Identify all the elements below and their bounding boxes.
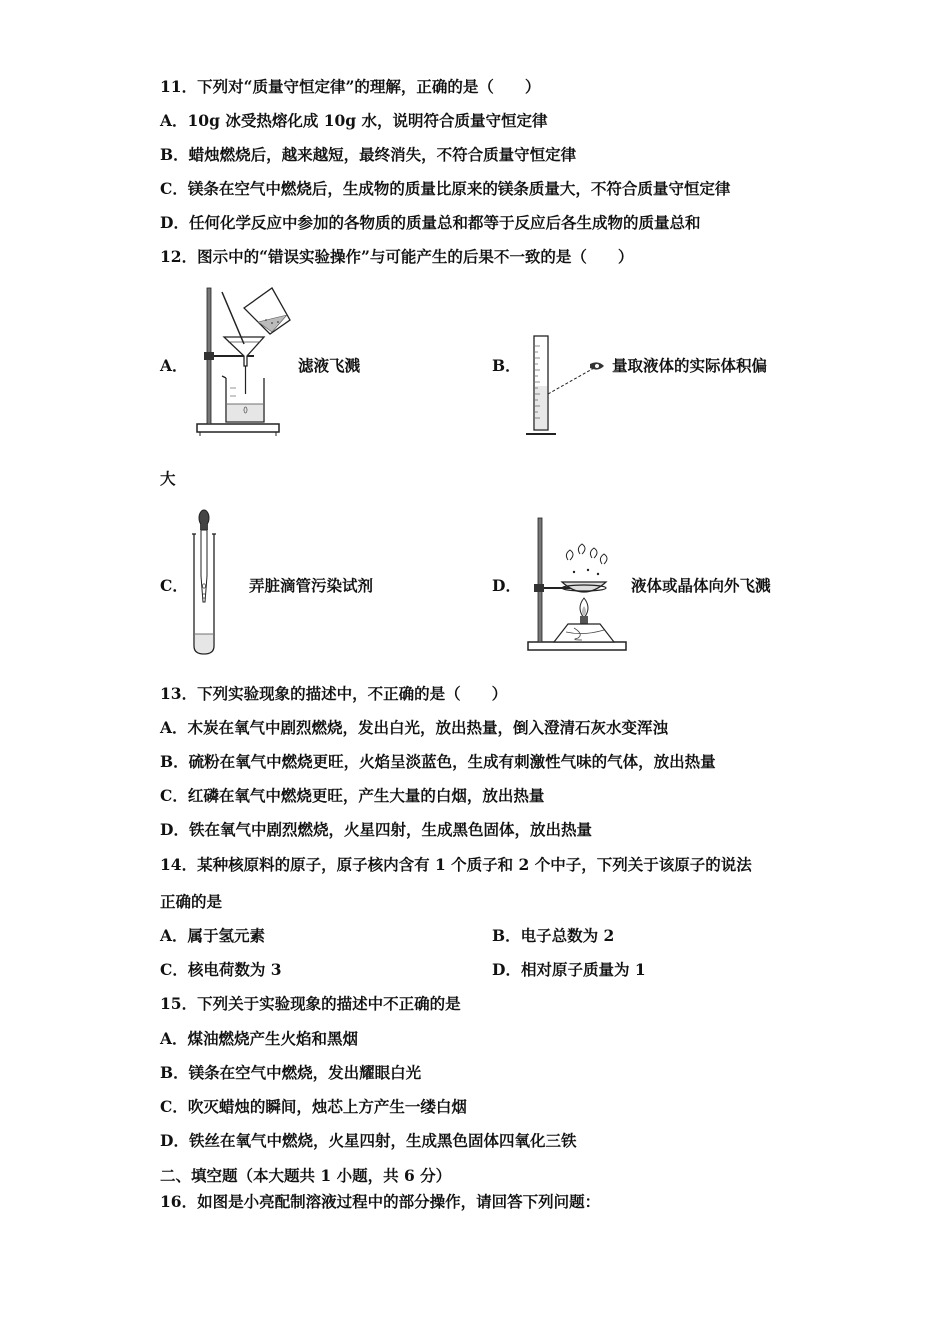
q12-option-b-label: B． [492, 356, 521, 375]
q15-option-d: D．铁丝在氧气中燃烧，火星四射，生成黑色固体四氧化三铁 [160, 1131, 577, 1150]
q14-option-b: B．电子总数为 2 [492, 926, 615, 945]
q13-option-a: A．木炭在氧气中剧烈燃烧，发出白光，放出热量，倒入澄清石灰水变浑浊 [160, 718, 669, 737]
q15-option-c: C．吹灭蜡烛的瞬间，烛芯上方产生一缕白烟 [160, 1097, 467, 1116]
q11-stem: 11．下列对“质量守恒定律”的理解，正确的是（ ） [160, 77, 541, 96]
q12-option-a-label: A． [160, 356, 188, 375]
q15-option-a: A．煤油燃烧产生火焰和黑烟 [160, 1029, 359, 1048]
q14-stem: 14．某种核原料的原子，原子核内含有 1 个质子和 2 个中子，下列关于该原子的说法 [160, 855, 752, 874]
q15-stem: 15．下列关于实验现象的描述中不正确的是 [160, 994, 461, 1013]
section-heading: 二、填空题（本大题共 1 小题，共 6 分） [160, 1166, 452, 1185]
q13-option-b: B．硫粉在氧气中燃烧更旺，火焰呈淡蓝色，生成有刺激性气味的气体，放出热量 [160, 752, 716, 771]
q11-option-b: B．蜡烛燃烧后，越来越短，最终消失，不符合质量守恒定律 [160, 145, 577, 164]
q13-stem: 13．下列实验现象的描述中，不正确的是（ ） [160, 684, 508, 703]
q12-option-d-label: D． [492, 576, 521, 595]
q11-option-a: A．10g 冰受热熔化成 10g 水，说明符合质量守恒定律 [160, 111, 548, 130]
q14-option-a: A．属于氢元素 [160, 926, 266, 945]
evaporation-apparatus-figure [522, 514, 632, 658]
graduated-cylinder-figure [520, 332, 610, 440]
q12-stem: 12．图示中的“错误实验操作”与可能产生的后果不一致的是（ ） [160, 247, 634, 266]
q12-option-c-caption: 弄脏滴管污染试剂 [249, 576, 374, 595]
q12-option-d-caption: 液体或晶体向外飞溅 [631, 576, 771, 595]
q12-option-b-caption-wrap: 大 [160, 469, 176, 488]
q12-option-c-label: C． [160, 576, 188, 595]
q11-option-c: C．镁条在空气中燃烧后，生成物的质量比原来的镁条质量大，不符合质量守恒定律 [160, 179, 731, 198]
q14-stem-continued: 正确的是 [160, 892, 223, 911]
q11-option-d: D．任何化学反应中参加的各物质的质量总和都等于反应后各生成物的质量总和 [160, 213, 701, 232]
q16-stem: 16．如图是小亮配制溶液过程中的部分操作，请回答下列问题： [160, 1192, 601, 1211]
q12-option-b-caption: 量取液体的实际体积偏 [612, 356, 768, 375]
q14-option-c: C．核电荷数为 3 [160, 960, 282, 979]
q12-option-a-caption: 滤液飞溅 [298, 356, 361, 375]
q14-option-d: D．相对原子质量为 1 [492, 960, 646, 979]
q15-option-b: B．镁条在空气中燃烧，发出耀眼白光 [160, 1063, 422, 1082]
q13-option-c: C．红磷在氧气中燃烧更旺，产生大量的白烟，放出热量 [160, 786, 545, 805]
filtration-apparatus-figure [192, 282, 292, 438]
q13-option-d: D．铁在氧气中剧烈燃烧，火星四射，生成黑色固体，放出热量 [160, 820, 592, 839]
dropper-test-tube-figure [188, 506, 224, 658]
